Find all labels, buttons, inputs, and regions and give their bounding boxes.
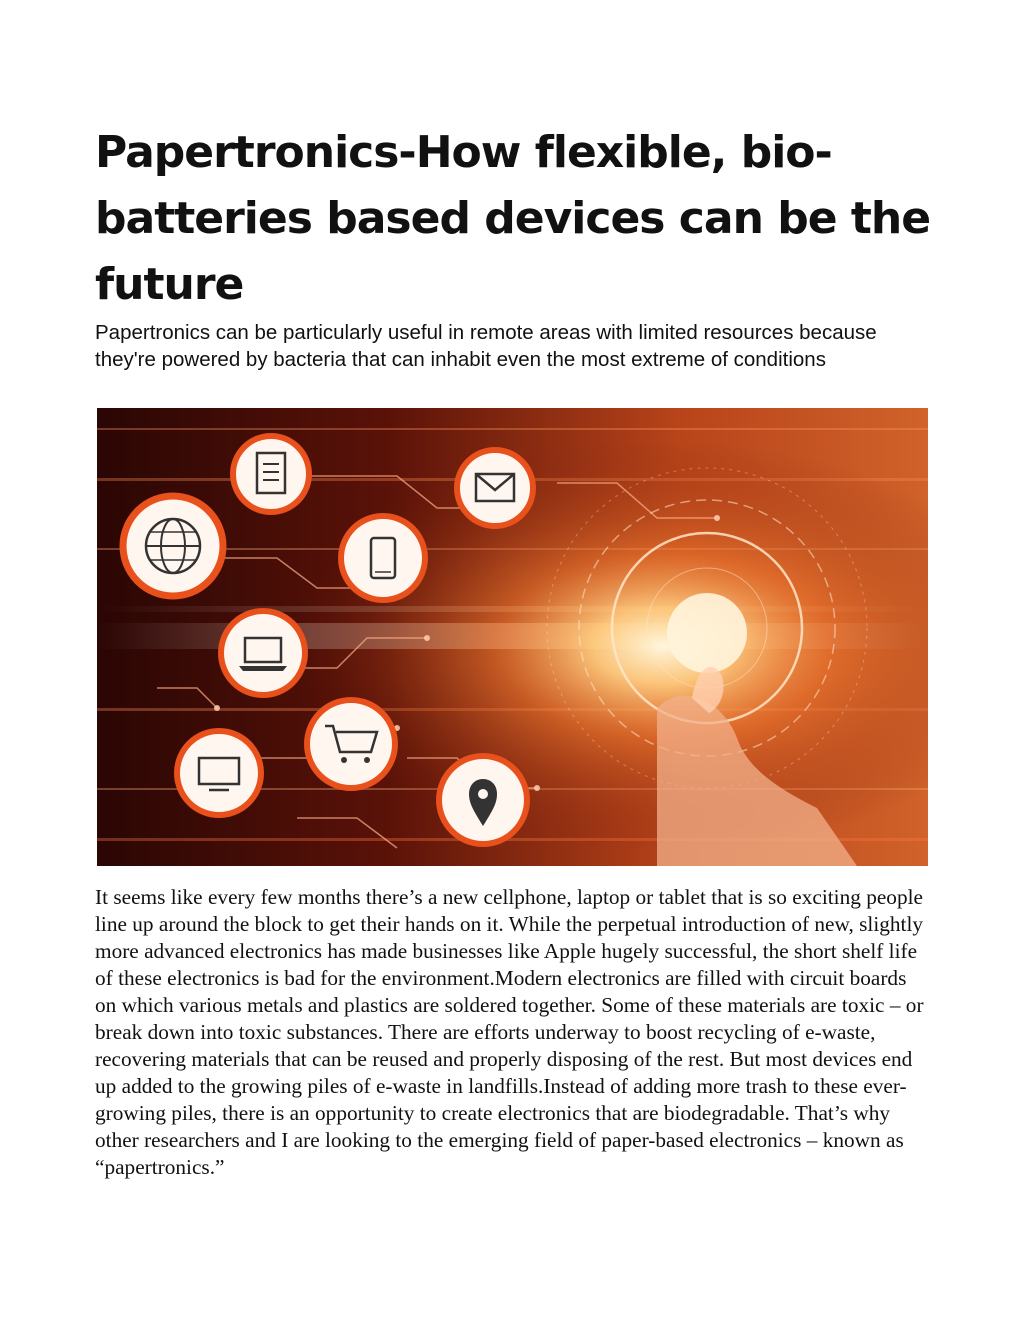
- laptop-icon: [221, 611, 305, 695]
- article-body: It seems like every few months there’s a new cellphone, laptop or tablet that is so exciting people line up around the block to get their hands on it. While the perpetual introduction of new, slightly more advanced electronics has made businesses like Apple hugely successful, the short shelf life of these electronics is bad for the environment.Modern electronics are filled with circuit boards on which various metals and plastics are soldered together. Some of these materials are toxic – or break down into toxic substances. There are efforts underway to boost recycling of e-waste, recovering materials that can be reused and properly disposing of the rest. But most devices end up added to the growing piles of e-waste in landfills.Instead of adding more trash to these ever-growing piles, there is an opportunity to create electronics that are biodegradable. That’s why other researchers and I are looking to the emerging field of paper-based electronics – known as “papertronics.”: [95, 885, 924, 1179]
- globe-icon: [123, 496, 223, 596]
- document-icon: [233, 436, 309, 512]
- location-pin-icon: [439, 756, 527, 844]
- smartphone-icon: [341, 516, 425, 600]
- article-subtitle: Papertronics can be particularly useful in remote areas with limited resources because they're powered by bacteria that can inhabit even the most extreme of conditions: [95, 321, 877, 371]
- hero-image: [97, 408, 928, 866]
- article-title: Papertronics-How flexible, bio-batteries based devices can be the future: [95, 127, 931, 310]
- shopping-cart-icon: [307, 700, 395, 788]
- monitor-icon: [177, 731, 261, 815]
- email-icon: [457, 450, 533, 526]
